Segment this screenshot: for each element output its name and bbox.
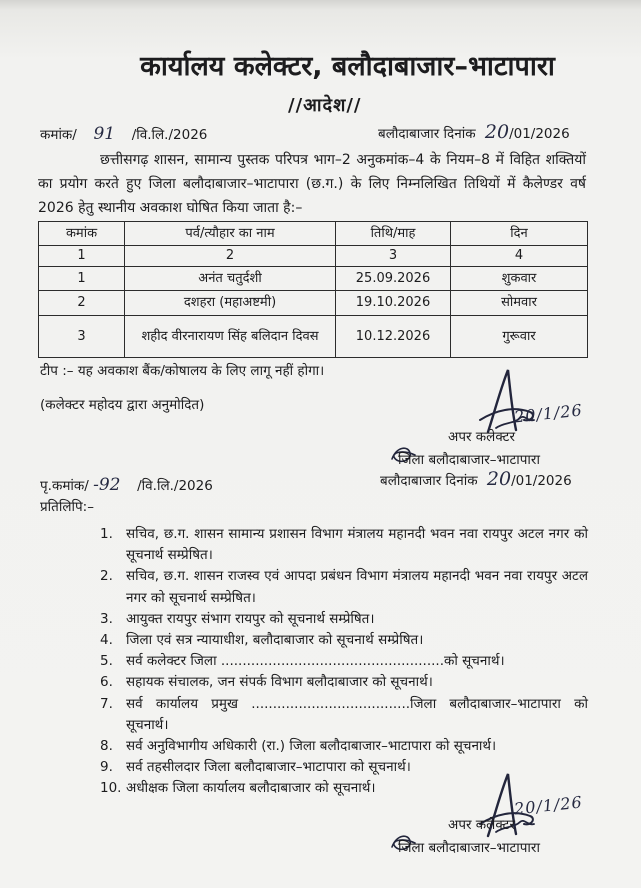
signature-handwritten-date: 20/1/26 — [513, 400, 584, 427]
handwritten-order-day: 20 — [484, 121, 510, 143]
list-item-text: सचिव, छ.ग. शासन सामान्य प्रशासन विभाग मंत्रालय महानदी भवन नवा रायपुर अटल नगर को सूचनार्थ सम्प्रेषित। — [126, 526, 588, 564]
table-row — [39, 267, 588, 291]
signatory-designation: अपर कलेक्टर — [448, 817, 515, 833]
list-item — [100, 672, 588, 693]
table-header-row — [39, 222, 588, 246]
list-item-text: सहायक संचालक, जन संपर्क विभाग बलौदाबाजार को सूचनार्थ। — [126, 674, 433, 691]
copy-heading: प्रतिलिपि:– — [40, 499, 94, 515]
office-title: कार्यालय कलेक्टर, बलौदाबाजार–भाटापारा — [140, 51, 555, 82]
list-item-text: जिला एवं सत्र न्यायाधीश, बलौदाबाजार को सूचनार्थ सम्प्रेषित। — [126, 632, 424, 649]
list-item-number: 7. — [100, 695, 113, 712]
order-number-prefix: कमांक/ — [40, 127, 77, 143]
table-row — [39, 291, 588, 316]
list-item-number: 4. — [100, 632, 113, 649]
order-date — [378, 121, 570, 143]
column-number: 3 — [336, 246, 451, 267]
copy-list — [100, 524, 588, 800]
order-number — [40, 124, 207, 144]
endorsement-number — [40, 475, 213, 495]
list-item-text: सचिव, छ.ग. शासन राजस्व एवं आपदा प्रबंधन विभाग मंत्रालय महानदी भवन नवा रायपुर अटल नगर को सूचनार्थ सम्प्रेषित। — [126, 568, 588, 606]
handwritten-signature-day: 20 — [486, 468, 512, 490]
order-heading: //आदेश// — [288, 95, 362, 116]
order-date-prefix: बलौदाबाजार दिनांक — [378, 126, 476, 142]
order-date-suffix: /01/2026 — [509, 126, 570, 142]
row-festival-name: शहीद वीरनारायण सिंह बलिदान दिवस — [125, 316, 336, 358]
list-item — [100, 651, 588, 672]
list-item-text: सर्व अनुविभागीय अधिकारी (रा.) जिला बलौदाबाजार–भाटापारा को सूचनार्थ। — [126, 738, 497, 755]
list-item-number: 1. — [100, 526, 113, 542]
list-item — [100, 609, 588, 630]
row-day: गुरूवार — [451, 316, 588, 358]
column-number: 1 — [39, 246, 125, 267]
holiday-table — [38, 221, 588, 358]
list-item-number: 3. — [100, 610, 113, 627]
column-number: 2 — [125, 246, 336, 267]
row-day: शुकवार — [451, 267, 588, 291]
list-item-number: 10. — [100, 780, 122, 797]
list-item — [100, 694, 588, 736]
list-item-text: आयुक्त रायपुर संभाग रायपुर को सूचनार्थ सम्प्रेषित। — [126, 610, 375, 627]
signature-date — [380, 468, 572, 490]
row-festival-name: अनंत चतुर्दशी — [125, 267, 336, 291]
list-item-number: 9. — [100, 759, 113, 776]
column-number: 4 — [451, 246, 588, 267]
row-day: सोमवार — [451, 291, 588, 316]
table-column-number-row — [39, 246, 588, 267]
list-item-text: सर्व कार्यालय प्रमुख .....................................जिला बलौदाबाजार–भाटापारा को सूचनार्थ। — [126, 695, 588, 733]
signatory-district: जिला बलौदाबाजार–भाटापारा — [398, 452, 540, 468]
approval-text: (कलेक्टर महोदय द्वारा अनुमोदित) — [40, 397, 205, 413]
list-item-text: सर्व कलेक्टर जिला ....................................................को सूचनार्थ। — [126, 653, 505, 670]
signatory-district: जिला बलौदाबाजार–भाटापारा — [398, 840, 540, 856]
list-item-number: 5. — [100, 653, 113, 670]
list-item-number: 6. — [100, 674, 113, 691]
header-date: तिथि/माह — [336, 222, 451, 246]
header-day: दिन — [451, 222, 588, 246]
row-serial: 2 — [39, 291, 125, 316]
signatory-designation: अपर कलेक्टर — [448, 429, 515, 445]
handwritten-order-number: 91 — [93, 124, 116, 144]
row-serial: 1 — [39, 267, 125, 291]
signature-handwritten-date: 20/1/26 — [513, 792, 584, 819]
signature-date-suffix: /01/2026 — [511, 473, 572, 489]
list-item — [100, 524, 588, 566]
table-row — [39, 316, 588, 358]
list-item-number: 2. — [100, 568, 113, 585]
signature-date-prefix: बलौदाबाजार दिनांक — [380, 473, 478, 489]
list-item — [100, 630, 588, 651]
row-festival-name: दशहरा (महाअष्टमी) — [125, 291, 336, 316]
row-date: 10.12.2026 — [336, 316, 451, 358]
order-number-suffix: /वि.लि./2026 — [131, 127, 208, 143]
handwritten-endorsement-number: -92 — [93, 475, 121, 495]
list-item — [100, 736, 588, 757]
endorsement-number-suffix: /वि.लि./2026 — [137, 478, 213, 494]
list-item — [100, 566, 588, 608]
list-item-number: 8. — [100, 738, 113, 755]
row-date: 19.10.2026 — [336, 291, 451, 316]
row-serial: 3 — [39, 316, 125, 358]
list-item-text: सर्व तहसीलदार जिला बलौदाबाजार–भाटापारा को सूचनार्थ। — [126, 759, 411, 776]
endorsement-number-prefix: पृ.कमांक/ — [40, 478, 89, 494]
header-festival-name: पर्व/त्यौहार का नाम — [125, 222, 336, 246]
header-serial: कमांक — [39, 222, 125, 246]
list-item-text: अधीक्षक जिला कार्यालय बलौदाबाजार को सूचनार्थ। — [126, 780, 376, 797]
order-paragraph: छत्तीसगढ़ शासन, सामान्य पुस्तक परिपत्र भाग–2 अनुकमांक–4 के नियम–8 में विहित शक्तियों का प्रयोग करते हुए जिला बलौदाबाजार–भाटापारा (छ.ग.) के लिए निम्नलिखित तिथियों में कैलेण्डर वर्ष 2026 हेतु स्थानीय अवकाश घोषित किया जाता है:– — [38, 152, 586, 216]
note-text: टीप :– यह अवकाश बैंक/कोषालय के लिए लागू नहीं होगा। — [40, 363, 325, 379]
row-date: 25.09.2026 — [336, 267, 451, 291]
